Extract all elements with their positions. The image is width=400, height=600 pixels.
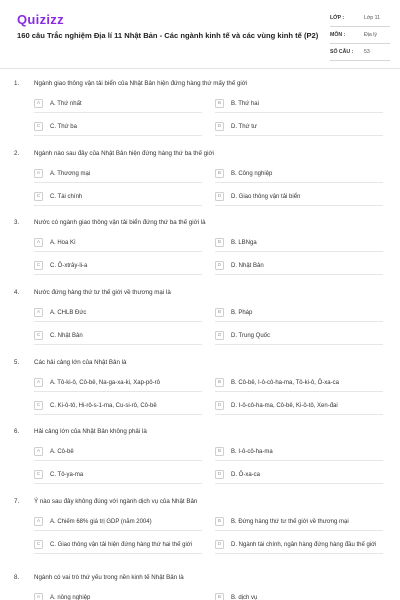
- option-letter-box: B: [215, 308, 224, 317]
- option-letter-box: B: [215, 447, 224, 456]
- option-underline: [34, 205, 202, 206]
- meta-label: LỚP :: [330, 15, 345, 21]
- option-underline: [34, 344, 202, 345]
- option-underline: [34, 460, 202, 461]
- meta-row-count: [330, 46, 390, 61]
- option-text: A. Thương mại: [50, 171, 91, 177]
- option-text: C. Thứ ba: [50, 124, 77, 130]
- option-underline: [215, 483, 383, 484]
- option-text: B. LBNga: [231, 240, 257, 246]
- question-number: 6.: [14, 428, 20, 435]
- option-text: C. Ki-ô-tô, Hi-rô-s-1-ma, Cu-si-rô, Cô-bê: [50, 403, 157, 409]
- option-letter-box: A: [34, 517, 43, 526]
- option-letter-box: A: [34, 99, 43, 108]
- question-number: 2.: [14, 150, 20, 157]
- question-number: 4.: [14, 289, 20, 296]
- option-text: A. Tô-ki-ô, Cô-bê, Na-ga-xa-ki, Xap-pô-rô: [50, 380, 160, 386]
- meta-value: Lớp 11: [364, 15, 380, 21]
- option-text: C. Tài chính: [50, 194, 83, 200]
- option-underline: [34, 135, 202, 136]
- question-number: 1.: [14, 80, 20, 87]
- question-item: [0, 80, 400, 150]
- question-text: Ý nào sau đây không đúng với ngành dịch vụ của Nhật Bản: [34, 498, 198, 505]
- header-divider: [0, 68, 400, 69]
- question-item: [0, 498, 400, 568]
- question-item: [0, 574, 400, 600]
- option-text: C. Ô-xtrây-li-a: [50, 263, 88, 269]
- option-text: B. Thứ hai: [231, 101, 259, 107]
- question-item: [0, 359, 400, 429]
- option-underline: [215, 274, 383, 275]
- option-underline: [34, 112, 202, 113]
- option-underline: [215, 530, 383, 531]
- option-text: D. Giao thông vận tải biển: [231, 194, 301, 200]
- meta-row-class: [330, 12, 390, 27]
- option-underline: [215, 135, 383, 136]
- option-letter-box: A: [34, 447, 43, 456]
- question-item: [0, 428, 400, 498]
- option-underline: [215, 112, 383, 113]
- option-underline: [34, 182, 202, 183]
- option-letter-box: C: [34, 261, 43, 270]
- option-text: D. Ô-xa-ca: [231, 472, 261, 478]
- meta-row-subject: [330, 29, 390, 44]
- option-letter-box: A: [34, 238, 43, 247]
- question-text: Nước có ngành giao thông vận tải biển đứng thứ ba thế giới là: [34, 219, 206, 226]
- question-text: Nước đứng hàng thứ tư thế giới về thương mại là: [34, 289, 171, 296]
- option-letter-box: C: [34, 331, 43, 340]
- worksheet-title: 160 câu Trắc nghiệm Địa lí 11 Nhật Bản - Các ngành kinh tế và các vùng kinh tế (P2): [17, 31, 319, 40]
- option-text: D. Ngành tài chính, ngân hàng đứng hàng đầu thế giới: [231, 542, 377, 548]
- question-number: 5.: [14, 359, 20, 366]
- option-underline: [34, 530, 202, 531]
- option-text: B. Đứng hàng thứ tư thế giới về thương mại: [231, 519, 349, 525]
- option-underline: [34, 553, 202, 554]
- option-text: C. Tô-ya-ma: [50, 472, 84, 478]
- question-text: Ngành có vai trò thứ yếu trong nền kinh tế Nhật Bản là: [34, 574, 184, 581]
- question-number: 3.: [14, 219, 20, 226]
- option-underline: [34, 251, 202, 252]
- option-letter-box: B: [215, 169, 224, 178]
- meta-value: Địa lý: [364, 32, 377, 38]
- option-text: A. Thứ nhất: [50, 101, 82, 107]
- option-text: A. Chiếm 68% giá trị GDP (năm 2004): [50, 519, 152, 525]
- option-letter-box: D: [215, 540, 224, 549]
- option-letter-box: D: [215, 261, 224, 270]
- question-item: [0, 219, 400, 289]
- option-letter-box: A: [34, 593, 43, 600]
- option-text: B. Pháp: [231, 310, 253, 316]
- option-text: A. Hoa Kì: [50, 240, 76, 246]
- option-text: D. Thứ tư: [231, 124, 257, 130]
- option-underline: [215, 414, 383, 415]
- option-letter-box: A: [34, 169, 43, 178]
- question-text: Hải cảng lớn của Nhật Bản không phải là: [34, 428, 147, 435]
- option-letter-box: A: [34, 378, 43, 387]
- option-text: A. Cô-bê: [50, 449, 74, 455]
- option-letter-box: B: [215, 378, 224, 387]
- option-underline: [215, 460, 383, 461]
- option-text: A. nông nghiệp: [50, 595, 91, 600]
- question-item: [0, 289, 400, 359]
- option-underline: [215, 205, 383, 206]
- option-underline: [34, 321, 202, 322]
- option-text: C. Nhật Bản: [50, 333, 83, 339]
- option-letter-box: B: [215, 238, 224, 247]
- option-text: D. Trung Quốc: [231, 333, 271, 339]
- option-letter-box: C: [34, 192, 43, 201]
- option-letter-box: D: [215, 122, 224, 131]
- question-number: 7.: [14, 498, 20, 505]
- option-letter-box: C: [34, 470, 43, 479]
- option-text: B. Công nghiệp: [231, 171, 273, 177]
- worksheet-meta: [330, 12, 390, 63]
- option-underline: [215, 553, 383, 554]
- option-underline: [215, 251, 383, 252]
- option-letter-box: C: [34, 540, 43, 549]
- option-text: C. Giao thông vận tải hiện đứng hàng thứ hai thế giới: [50, 542, 193, 548]
- option-letter-box: B: [215, 517, 224, 526]
- question-text: Các hải cảng lớn của Nhật Bản là: [34, 359, 127, 366]
- meta-label: SỐ CÂU :: [330, 49, 354, 55]
- meta-label: MÔN :: [330, 32, 346, 38]
- question-text: Ngành nào sau đây của Nhật Bản hiện đứng hàng thứ ba thế giới: [34, 150, 214, 157]
- option-letter-box: D: [215, 470, 224, 479]
- option-underline: [34, 274, 202, 275]
- option-text: D. Nhật Bản: [231, 263, 264, 269]
- option-underline: [34, 414, 202, 415]
- option-underline: [215, 391, 383, 392]
- worksheet-header: [0, 0, 400, 62]
- question-text: Ngành giao thông vận tải biển của Nhật Bản hiện đứng hàng thứ mấy thế giới: [34, 80, 248, 87]
- option-text: D. I-ô-cô-ha-ma, Cô-bê, Ki-ô-tô, Xen-đai: [231, 403, 338, 409]
- option-underline: [34, 391, 202, 392]
- option-text: B. Cô-bê, I-ô-cô-ha-ma, Tô-ki-ô, Ô-xa-ca: [231, 380, 339, 386]
- option-letter-box: C: [34, 401, 43, 410]
- option-underline: [215, 182, 383, 183]
- option-letter-box: D: [215, 192, 224, 201]
- option-underline: [215, 344, 383, 345]
- option-text: B. I-ô-cô-ha-ma: [231, 449, 273, 455]
- option-letter-box: B: [215, 593, 224, 600]
- option-text: A. CHLB Đức: [50, 310, 87, 316]
- option-letter-box: A: [34, 308, 43, 317]
- option-underline: [215, 321, 383, 322]
- question-number: 8.: [14, 574, 20, 581]
- option-text: B. dịch vụ: [231, 595, 258, 600]
- option-letter-box: C: [34, 122, 43, 131]
- question-item: [0, 150, 400, 220]
- meta-value: 53: [364, 49, 370, 55]
- option-letter-box: D: [215, 401, 224, 410]
- option-underline: [34, 483, 202, 484]
- option-letter-box: D: [215, 331, 224, 340]
- option-letter-box: B: [215, 99, 224, 108]
- brand-logo: Quizizz: [17, 12, 64, 27]
